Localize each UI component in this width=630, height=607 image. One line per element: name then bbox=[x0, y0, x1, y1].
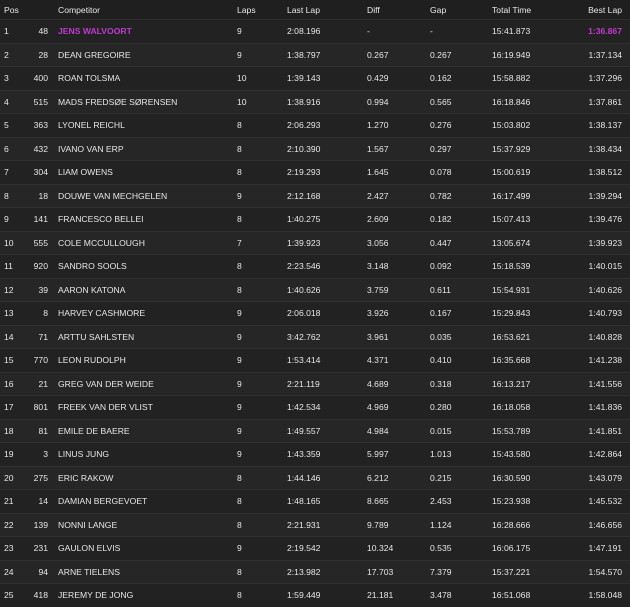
header-last-lap[interactable]: Last Lap bbox=[287, 0, 367, 20]
cell-best-lap: 1:47.191 bbox=[585, 537, 630, 561]
cell-pos: 24 bbox=[0, 560, 26, 584]
cell-number: 28 bbox=[26, 43, 48, 67]
cell-competitor: HARVEY CASHMORE bbox=[48, 302, 237, 326]
cell-last-lap: 1:40.626 bbox=[287, 278, 367, 302]
cell-diff: 3.148 bbox=[367, 255, 430, 279]
cell-competitor: COLE MCCULLOUGH bbox=[48, 231, 237, 255]
cell-pos: 25 bbox=[0, 584, 26, 607]
cell-diff: - bbox=[367, 20, 430, 44]
cell-last-lap: 1:48.165 bbox=[287, 490, 367, 514]
cell-total-time: 15:29.843 bbox=[492, 302, 585, 326]
cell-last-lap: 1:39.923 bbox=[287, 231, 367, 255]
cell-total-time: 15:37.929 bbox=[492, 137, 585, 161]
table-row[interactable] bbox=[0, 443, 630, 467]
cell-total-time: 16:06.175 bbox=[492, 537, 585, 561]
cell-number: 81 bbox=[26, 419, 48, 443]
cell-best-lap: 1:39.923 bbox=[585, 231, 630, 255]
cell-best-lap: 1:39.294 bbox=[585, 184, 630, 208]
cell-pos: 7 bbox=[0, 161, 26, 185]
cell-pos: 10 bbox=[0, 231, 26, 255]
cell-laps: 9 bbox=[237, 184, 287, 208]
cell-laps: 8 bbox=[237, 466, 287, 490]
table-row[interactable] bbox=[0, 372, 630, 396]
cell-pos: 11 bbox=[0, 255, 26, 279]
cell-best-lap: 1:36.867 bbox=[585, 20, 630, 44]
cell-last-lap: 1:38.797 bbox=[287, 43, 367, 67]
cell-gap: 0.162 bbox=[430, 67, 492, 91]
cell-diff: 9.789 bbox=[367, 513, 430, 537]
cell-last-lap: 1:38.916 bbox=[287, 90, 367, 114]
cell-competitor: FREEK VAN DER VLIST bbox=[48, 396, 237, 420]
cell-competitor: DEAN GREGOIRE bbox=[48, 43, 237, 67]
cell-laps: 10 bbox=[237, 90, 287, 114]
cell-gap: 0.611 bbox=[430, 278, 492, 302]
cell-total-time: 16:35.668 bbox=[492, 349, 585, 373]
cell-diff: 0.267 bbox=[367, 43, 430, 67]
cell-last-lap: 2:06.293 bbox=[287, 114, 367, 138]
cell-best-lap: 1:37.296 bbox=[585, 67, 630, 91]
cell-last-lap: 2:10.390 bbox=[287, 137, 367, 161]
cell-competitor: AARON KATONA bbox=[48, 278, 237, 302]
cell-diff: 2.427 bbox=[367, 184, 430, 208]
cell-best-lap: 1:40.828 bbox=[585, 325, 630, 349]
cell-best-lap: 1:38.137 bbox=[585, 114, 630, 138]
cell-number: 39 bbox=[26, 278, 48, 302]
cell-gap: 0.182 bbox=[430, 208, 492, 232]
header-gap[interactable]: Gap bbox=[430, 0, 492, 20]
cell-best-lap: 1:38.512 bbox=[585, 161, 630, 185]
cell-number: 3 bbox=[26, 443, 48, 467]
header-row bbox=[0, 0, 630, 20]
cell-pos: 21 bbox=[0, 490, 26, 514]
cell-last-lap: 1:42.534 bbox=[287, 396, 367, 420]
cell-gap: 0.078 bbox=[430, 161, 492, 185]
cell-total-time: 15:54.931 bbox=[492, 278, 585, 302]
cell-competitor: SANDRO SOOLS bbox=[48, 255, 237, 279]
cell-pos: 16 bbox=[0, 372, 26, 396]
cell-pos: 3 bbox=[0, 67, 26, 91]
cell-pos: 9 bbox=[0, 208, 26, 232]
cell-total-time: 15:43.580 bbox=[492, 443, 585, 467]
cell-laps: 9 bbox=[237, 302, 287, 326]
cell-number: 400 bbox=[26, 67, 48, 91]
cell-diff: 3.056 bbox=[367, 231, 430, 255]
cell-number: 770 bbox=[26, 349, 48, 373]
cell-pos: 20 bbox=[0, 466, 26, 490]
cell-diff: 3.926 bbox=[367, 302, 430, 326]
cell-gap: 0.276 bbox=[430, 114, 492, 138]
cell-laps: 9 bbox=[237, 20, 287, 44]
cell-pos: 2 bbox=[0, 43, 26, 67]
cell-laps: 8 bbox=[237, 114, 287, 138]
table-row[interactable] bbox=[0, 208, 630, 232]
cell-laps: 8 bbox=[237, 490, 287, 514]
cell-laps: 8 bbox=[237, 255, 287, 279]
table-row[interactable] bbox=[0, 278, 630, 302]
cell-competitor: GAULON ELVIS bbox=[48, 537, 237, 561]
cell-diff: 1.567 bbox=[367, 137, 430, 161]
cell-total-time: 16:30.590 bbox=[492, 466, 585, 490]
cell-last-lap: 1:59.449 bbox=[287, 584, 367, 607]
cell-total-time: 16:13.217 bbox=[492, 372, 585, 396]
cell-pos: 22 bbox=[0, 513, 26, 537]
cell-laps: 9 bbox=[237, 537, 287, 561]
cell-best-lap: 1:58.048 bbox=[585, 584, 630, 607]
cell-number: 363 bbox=[26, 114, 48, 138]
cell-pos: 4 bbox=[0, 90, 26, 114]
cell-total-time: 15:53.789 bbox=[492, 419, 585, 443]
cell-last-lap: 1:53.414 bbox=[287, 349, 367, 373]
cell-pos: 23 bbox=[0, 537, 26, 561]
cell-pos: 5 bbox=[0, 114, 26, 138]
cell-diff: 8.665 bbox=[367, 490, 430, 514]
cell-gap: 0.215 bbox=[430, 466, 492, 490]
table-row[interactable] bbox=[0, 20, 630, 44]
table-row[interactable] bbox=[0, 67, 630, 91]
table-row[interactable] bbox=[0, 396, 630, 420]
cell-best-lap: 1:40.793 bbox=[585, 302, 630, 326]
cell-competitor: ROAN TOLSMA bbox=[48, 67, 237, 91]
cell-last-lap: 2:13.982 bbox=[287, 560, 367, 584]
cell-number: 8 bbox=[26, 302, 48, 326]
cell-laps: 9 bbox=[237, 372, 287, 396]
cell-number: 418 bbox=[26, 584, 48, 607]
cell-competitor: ARNE TIELENS bbox=[48, 560, 237, 584]
cell-pos: 17 bbox=[0, 396, 26, 420]
cell-gap: 0.092 bbox=[430, 255, 492, 279]
cell-gap: 7.379 bbox=[430, 560, 492, 584]
table-row[interactable] bbox=[0, 43, 630, 67]
cell-diff: 3.759 bbox=[367, 278, 430, 302]
cell-laps: 8 bbox=[237, 560, 287, 584]
cell-competitor: LYONEL REICHL bbox=[48, 114, 237, 138]
cell-number: 920 bbox=[26, 255, 48, 279]
cell-diff: 0.429 bbox=[367, 67, 430, 91]
cell-diff: 2.609 bbox=[367, 208, 430, 232]
table-row[interactable] bbox=[0, 584, 630, 607]
table-row[interactable] bbox=[0, 161, 630, 185]
cell-last-lap: 2:08.196 bbox=[287, 20, 367, 44]
table-row[interactable] bbox=[0, 302, 630, 326]
cell-diff: 6.212 bbox=[367, 466, 430, 490]
cell-gap: 0.280 bbox=[430, 396, 492, 420]
cell-total-time: 16:19.949 bbox=[492, 43, 585, 67]
cell-number: 231 bbox=[26, 537, 48, 561]
cell-number: 48 bbox=[26, 20, 48, 44]
cell-number: 18 bbox=[26, 184, 48, 208]
table-row[interactable] bbox=[0, 325, 630, 349]
table-row[interactable] bbox=[0, 537, 630, 561]
table-row[interactable] bbox=[0, 90, 630, 114]
cell-pos: 14 bbox=[0, 325, 26, 349]
cell-pos: 18 bbox=[0, 419, 26, 443]
cell-gap: 1.013 bbox=[430, 443, 492, 467]
cell-total-time: 16:53.621 bbox=[492, 325, 585, 349]
cell-best-lap: 1:41.238 bbox=[585, 349, 630, 373]
cell-number: 141 bbox=[26, 208, 48, 232]
cell-diff: 4.689 bbox=[367, 372, 430, 396]
cell-pos: 15 bbox=[0, 349, 26, 373]
table-row[interactable] bbox=[0, 490, 630, 514]
cell-laps: 8 bbox=[237, 208, 287, 232]
cell-diff: 0.994 bbox=[367, 90, 430, 114]
cell-number: 71 bbox=[26, 325, 48, 349]
cell-total-time: 16:18.846 bbox=[492, 90, 585, 114]
cell-best-lap: 1:38.434 bbox=[585, 137, 630, 161]
cell-total-time: 15:37.221 bbox=[492, 560, 585, 584]
cell-last-lap: 1:43.359 bbox=[287, 443, 367, 467]
cell-laps: 8 bbox=[237, 137, 287, 161]
cell-competitor: GREG VAN DER WEIDE bbox=[48, 372, 237, 396]
cell-gap: 0.782 bbox=[430, 184, 492, 208]
cell-pos: 12 bbox=[0, 278, 26, 302]
cell-pos: 13 bbox=[0, 302, 26, 326]
header-pos[interactable]: Pos bbox=[0, 0, 26, 20]
cell-gap: 3.478 bbox=[430, 584, 492, 607]
cell-total-time: 15:00.619 bbox=[492, 161, 585, 185]
cell-pos: 8 bbox=[0, 184, 26, 208]
cell-best-lap: 1:37.134 bbox=[585, 43, 630, 67]
cell-competitor: EMILE DE BAERE bbox=[48, 419, 237, 443]
cell-last-lap: 2:06.018 bbox=[287, 302, 367, 326]
cell-competitor: LEON RUDOLPH bbox=[48, 349, 237, 373]
cell-number: 275 bbox=[26, 466, 48, 490]
table-row[interactable] bbox=[0, 349, 630, 373]
cell-number: 432 bbox=[26, 137, 48, 161]
cell-competitor: MADS FREDSØE SØRENSEN bbox=[48, 90, 237, 114]
cell-total-time: 15:41.873 bbox=[492, 20, 585, 44]
cell-laps: 8 bbox=[237, 161, 287, 185]
cell-gap: 0.565 bbox=[430, 90, 492, 114]
cell-total-time: 16:28.666 bbox=[492, 513, 585, 537]
cell-last-lap: 3:42.762 bbox=[287, 325, 367, 349]
cell-diff: 1.645 bbox=[367, 161, 430, 185]
table-row[interactable] bbox=[0, 419, 630, 443]
cell-best-lap: 1:45.532 bbox=[585, 490, 630, 514]
cell-gap: 0.167 bbox=[430, 302, 492, 326]
cell-last-lap: 1:49.557 bbox=[287, 419, 367, 443]
table-row[interactable] bbox=[0, 466, 630, 490]
cell-competitor: FRANCESCO BELLEI bbox=[48, 208, 237, 232]
cell-gap: 0.535 bbox=[430, 537, 492, 561]
cell-last-lap: 2:21.119 bbox=[287, 372, 367, 396]
cell-last-lap: 1:39.143 bbox=[287, 67, 367, 91]
header-total-time[interactable]: Total Time bbox=[492, 0, 585, 20]
cell-pos: 6 bbox=[0, 137, 26, 161]
cell-total-time: 13:05.674 bbox=[492, 231, 585, 255]
cell-gap: 0.318 bbox=[430, 372, 492, 396]
cell-last-lap: 2:19.293 bbox=[287, 161, 367, 185]
cell-competitor: IVANO VAN ERP bbox=[48, 137, 237, 161]
cell-best-lap: 1:40.015 bbox=[585, 255, 630, 279]
cell-diff: 4.371 bbox=[367, 349, 430, 373]
header-diff[interactable]: Diff bbox=[367, 0, 430, 20]
cell-total-time: 16:51.068 bbox=[492, 584, 585, 607]
cell-laps: 9 bbox=[237, 396, 287, 420]
cell-laps: 9 bbox=[237, 325, 287, 349]
cell-number: 139 bbox=[26, 513, 48, 537]
cell-total-time: 16:17.499 bbox=[492, 184, 585, 208]
cell-total-time: 15:58.882 bbox=[492, 67, 585, 91]
header-best-lap[interactable]: Best Lap bbox=[585, 0, 630, 20]
table-row[interactable] bbox=[0, 231, 630, 255]
cell-competitor: DAMIAN BERGEVOET bbox=[48, 490, 237, 514]
cell-diff: 10.324 bbox=[367, 537, 430, 561]
cell-diff: 5.997 bbox=[367, 443, 430, 467]
cell-number: 14 bbox=[26, 490, 48, 514]
cell-competitor: JEREMY DE JONG bbox=[48, 584, 237, 607]
cell-last-lap: 2:12.168 bbox=[287, 184, 367, 208]
cell-diff: 1.270 bbox=[367, 114, 430, 138]
cell-competitor: JENS WALVOORT bbox=[48, 20, 237, 44]
cell-gap: 1.124 bbox=[430, 513, 492, 537]
cell-number: 304 bbox=[26, 161, 48, 185]
cell-diff: 17.703 bbox=[367, 560, 430, 584]
cell-best-lap: 1:41.556 bbox=[585, 372, 630, 396]
cell-competitor: LIAM OWENS bbox=[48, 161, 237, 185]
table-row[interactable] bbox=[0, 137, 630, 161]
cell-laps: 8 bbox=[237, 513, 287, 537]
cell-last-lap: 2:21.931 bbox=[287, 513, 367, 537]
cell-gap: 0.297 bbox=[430, 137, 492, 161]
cell-last-lap: 1:40.275 bbox=[287, 208, 367, 232]
cell-best-lap: 1:54.570 bbox=[585, 560, 630, 584]
cell-laps: 9 bbox=[237, 443, 287, 467]
table-row[interactable] bbox=[0, 255, 630, 279]
cell-total-time: 15:07.413 bbox=[492, 208, 585, 232]
cell-competitor: NONNI LANGE bbox=[48, 513, 237, 537]
cell-best-lap: 1:40.626 bbox=[585, 278, 630, 302]
cell-diff: 4.969 bbox=[367, 396, 430, 420]
cell-pos: 1 bbox=[0, 20, 26, 44]
cell-competitor: LINUS JUNG bbox=[48, 443, 237, 467]
cell-competitor: ERIC RAKOW bbox=[48, 466, 237, 490]
cell-laps: 7 bbox=[237, 231, 287, 255]
cell-last-lap: 2:23.546 bbox=[287, 255, 367, 279]
cell-total-time: 15:18.539 bbox=[492, 255, 585, 279]
header-laps[interactable]: Laps bbox=[237, 0, 287, 20]
cell-laps: 8 bbox=[237, 278, 287, 302]
cell-number: 801 bbox=[26, 396, 48, 420]
cell-number: 515 bbox=[26, 90, 48, 114]
cell-gap: 0.267 bbox=[430, 43, 492, 67]
cell-laps: 9 bbox=[237, 419, 287, 443]
cell-best-lap: 1:37.861 bbox=[585, 90, 630, 114]
cell-gap: 0.410 bbox=[430, 349, 492, 373]
cell-diff: 21.181 bbox=[367, 584, 430, 607]
cell-laps: 9 bbox=[237, 43, 287, 67]
cell-gap: 0.035 bbox=[430, 325, 492, 349]
cell-gap: 0.015 bbox=[430, 419, 492, 443]
cell-best-lap: 1:39.476 bbox=[585, 208, 630, 232]
cell-last-lap: 2:19.542 bbox=[287, 537, 367, 561]
header-number bbox=[26, 0, 48, 20]
cell-number: 94 bbox=[26, 560, 48, 584]
cell-pos: 19 bbox=[0, 443, 26, 467]
cell-laps: 8 bbox=[237, 584, 287, 607]
cell-gap: 2.453 bbox=[430, 490, 492, 514]
cell-competitor: DOUWE VAN MECHGELEN bbox=[48, 184, 237, 208]
cell-gap: 0.447 bbox=[430, 231, 492, 255]
cell-best-lap: 1:46.656 bbox=[585, 513, 630, 537]
cell-number: 21 bbox=[26, 372, 48, 396]
cell-last-lap: 1:44.146 bbox=[287, 466, 367, 490]
table-row[interactable] bbox=[0, 513, 630, 537]
table-row[interactable] bbox=[0, 560, 630, 584]
cell-gap: - bbox=[430, 20, 492, 44]
cell-diff: 4.984 bbox=[367, 419, 430, 443]
cell-best-lap: 1:41.851 bbox=[585, 419, 630, 443]
table-row[interactable] bbox=[0, 114, 630, 138]
cell-diff: 3.961 bbox=[367, 325, 430, 349]
cell-number: 555 bbox=[26, 231, 48, 255]
cell-best-lap: 1:43.079 bbox=[585, 466, 630, 490]
cell-laps: 10 bbox=[237, 67, 287, 91]
cell-competitor: ARTTU SAHLSTEN bbox=[48, 325, 237, 349]
cell-total-time: 15:03.802 bbox=[492, 114, 585, 138]
cell-laps: 9 bbox=[237, 349, 287, 373]
cell-total-time: 16:18.058 bbox=[492, 396, 585, 420]
cell-best-lap: 1:41.836 bbox=[585, 396, 630, 420]
header-competitor[interactable]: Competitor bbox=[48, 0, 237, 20]
cell-total-time: 15:23.938 bbox=[492, 490, 585, 514]
cell-best-lap: 1:42.864 bbox=[585, 443, 630, 467]
table-row[interactable] bbox=[0, 184, 630, 208]
